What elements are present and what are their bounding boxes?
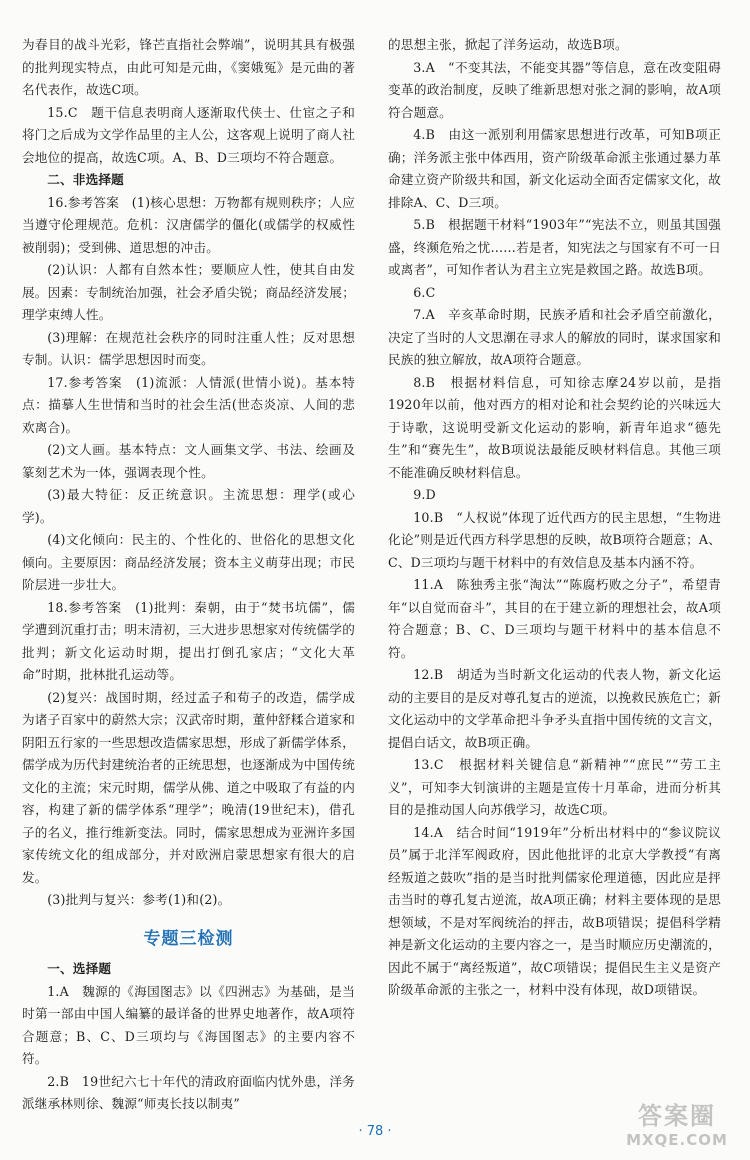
- answer-16-part-3: (3)理解：在规范社会秩序的同时注重人性；反对思想专制。认识：儒学思想因时而变。: [22, 329, 355, 367]
- answer-16-part-2: (2)认识：人都有自然本性；要顺应人性，使其自由发展。因素：专制统治加强，社会矛盾尖锐；商品经济发展；理学束缚人性。: [22, 262, 355, 322]
- answer-9: 9.D: [413, 487, 436, 502]
- answer-4: 4.B 由这一派别利用儒家思想进行改革，可知B项正确；洋务派主张中体西用，资产阶级革命派主张通过暴力革命建立资产阶级共和国，新文化运动全面否定儒家文化，故排除A、C、D三项。: [388, 127, 721, 210]
- watermark-logo: [612, 1096, 742, 1150]
- answer-2: 2.B 19世纪六七十年代的清政府面临内忧外患，洋务派继承林则徐、魏源“师夷长技以制夷”: [22, 1073, 355, 1111]
- answer-16-part-1: 16.参考答案 (1)核心思想：万物都有规则秩序；人应当遵守伦理规范。危机：汉唐儒学的僵化(或儒学的权威性被削弱)；受到佛、道思想的冲击。: [22, 194, 355, 255]
- answer-18-part-3: (3)批判与复兴：参考(1)和(2)。: [47, 892, 231, 907]
- watermark-top-text: 答案圈: [638, 1102, 716, 1130]
- answer-5: 5.B 根据题干材料“1903年”“宪法不立，则虽其国强盛，终濒危殆之忧……若是者，知宪法之与国家有不可一日或离者”，可知作者认为君主立宪是救国之路。故选B项。: [388, 217, 721, 277]
- answer-10: 10.B “人权说”体现了近代西方的民主思想，“生物进化论”则是近代西方科学思想的反映，故B项符合题意；A、C、D三项均与题干材料中的有效信息及基本内涵不符。: [388, 509, 721, 570]
- answer-3: 3.A “不变其法，不能变其器”等信息，意在改变阻碍变革的政治制度，反映了维新思想对张之洞的影响，故A项符合题意。: [388, 59, 721, 120]
- answer-12: 12.B 胡适为当时新文化运动的代表人物，新文化运动的主要目的是反对尊孔复古的逆流，以挽救民族危亡；新文化运动中的文学革命把斗争矛头直指中国传统的文言文，提倡白话文，故B项正确。: [388, 667, 721, 750]
- answer-11: 11.A 陈独秀主张“淘汰”“陈腐朽败之分子”，希望青年“以自觉而奋斗”，其目的在于建立新的理想社会，故A项符合题意；B、C、D三项均与题干材料中的基本信息不符。: [388, 577, 721, 660]
- answer-6: 6.C: [413, 284, 436, 300]
- heading-non-choice: 二、非选择题: [47, 172, 124, 187]
- answer-15: 15.C 题干信息表明商人逐渐取代侠士、仕宦之子和将门之后成为文学作品里的主人公，这客观上说明了商人社会地位的提高，故选C项。A、B、D三项均不符合题意。: [22, 104, 355, 165]
- answer-2-continued: 的思想主张，掀起了洋务运动，故选B项。: [388, 37, 628, 52]
- answer-18-part-2: (2)复兴：战国时期，经过孟子和荀子的改造，儒学成为诸子百家中的蔚然大宗；汉武帝时期，董仲舒糅合道家和阴阳五行家的一些思想改造儒家思想，形成了新儒学体系，儒学成为历代封建统治者的正统思想，也逐渐成为中国传统文化的主流；宋元时期，儒学从佛、道之中吸取了有益的内容，构建了新的儒学体系“理学”；晚清(19世纪末)，借孔子的名义，推行维新变法。同时，儒家思想成为亚洲许多国家传统文化的组成部分，并对欧洲启蒙思想家有很大的启发。: [22, 689, 356, 885]
- answer-1: 1.A 魏源的《海国图志》以《四洲志》为基础，是当时第一部由中国人编纂的最详备的世界史地著作，故A项符合题意；B、C、D三项均与《海国图志》的主要内容不符。: [22, 983, 355, 1066]
- answer-14: 14.A 结合时间“1919年”分析出材料中的“参议院议员”属于北洋军阀政府，因此他批评的北京大学教授“有离经叛道之鼓吹”指的是当时批判儒家伦理道德，因此应是抨击当时的尊孔复古逆流，故A项正确；材料主要体现的是思想领域，不是对军阀统治的抨击，故B项错误；提倡科学精神是新文化运动的主要内容之一，是当时顺应历史潮流的，因此不属于“离经叛道”，故C项错误；提倡民生主义是资产阶级革命派的主张之一，材料中没有体现，故D项错误。: [388, 824, 721, 997]
- answer-17-part-3: (3)最大特征：反正统意识。主流思想：理学(或心学)。: [22, 487, 355, 525]
- section-title: 专题三检测: [143, 928, 234, 949]
- answer-18-part-1: 18.参考答案 (1)批判：秦朝，由于“焚书坑儒”，儒学遭到沉重打击；明末清初，三大进步思想家对传统儒学的批判；新文化运动时期，提出打倒孔家店；“文化大革命”时期，批林批孔运动等。: [22, 599, 355, 682]
- answer-14-continued: 为春目的战斗光彩，锋芒直指社会弊端”，说明其具有极强的批判现实特点，由此可知是元曲，《窦娥冤》是元曲的著名代表作，故选C项。: [22, 37, 355, 97]
- answer-17-part-1: 17.参考答案 (1)流派：人情派(世情小说)。基本特点：描摹人生世情和当时的社会生活(世态炎凉、人间的悲欢离合)。: [22, 374, 355, 435]
- answer-17-part-4: (4)文化倾向：民主的、个性化的、世俗化的思想文化倾向。主要原因：商品经济发展；资本主义萌芽出现；市民阶层进一步壮大。: [22, 532, 355, 592]
- left-column: [22, 34, 355, 1116]
- heading-choice: 一、选择题: [47, 961, 112, 976]
- watermark-bottom-text: MXQE.COM: [626, 1131, 728, 1149]
- right-column: [388, 34, 721, 1002]
- answer-13: 13.C 根据材料关键信息“新精神”“庶民”“劳工主义”，可知李大钊演讲的主题是宣传十月革命，进而分析其目的是推动国人向苏俄学习，故选C项。: [388, 757, 721, 817]
- answer-8: 8.B 根据材料信息，可知徐志摩24岁以前，是指1920年以前，他对西方的相对论和社会契约论的兴味远大于诗歌，这说明受新文化运动的影响，新青年追求“德先生”和“赛先生”，故B项说法最能反映材料信息。其他三项不能准确反映材料信息。: [388, 374, 721, 480]
- answer-17-part-2: (2)文人画。基本特点：文人画集文学、书法、绘画及篆刻艺术为一体，强调表现个性。: [22, 442, 355, 480]
- answer-7: 7.A 辛亥革命时期，民族矛盾和社会矛盾空前激化，决定了当时的人文思潮在寻求人的解放的同时，谋求国家和民族的独立解放，故A项符合题意。: [388, 307, 721, 367]
- page-number: · 78 ·: [358, 1124, 392, 1139]
